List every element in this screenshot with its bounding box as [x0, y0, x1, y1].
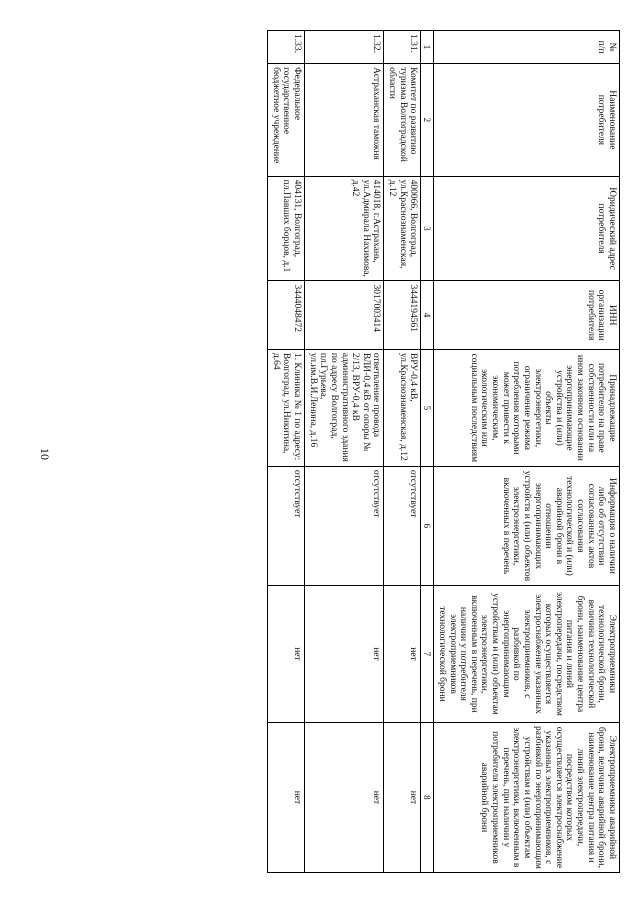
row-number: 1.31. [384, 31, 421, 64]
column-number: 3 [421, 176, 434, 281]
consumer-name: Федеральное государственное бюджетное учреждение [268, 64, 305, 177]
legal-address: 400066, Волгоград, ул.Краснознаменская, д.12 [384, 176, 421, 281]
technological-reserve: нет [268, 586, 305, 723]
header-consumer-name: Наименование потребителя [434, 64, 620, 177]
header-number: № п/п [434, 31, 620, 64]
inn: 3444048472 [268, 281, 305, 349]
header-acts: Информация о наличии либо об отсутствии согласованных актов согласования технологической и (или) аварийной брони в отношении энергопринимающих устройств и (или) объектов электроэнергетики, включенных в перечень [434, 466, 620, 585]
devices: ответвление провода ВЛИ-0,4 кВ от опоры № 2/13, ВРУ-0,4 кВ административного здания по адресу Волгоград, пл.Гурьева, ул.им.В.И.Ленина, д.16 [305, 349, 384, 466]
column-number: 2 [421, 64, 434, 177]
inn: 3444194561 [384, 281, 421, 349]
acts: отсутствует [384, 466, 421, 585]
header-legal-address: Юридический адрес потребителя [434, 176, 620, 281]
header-row [434, 31, 620, 873]
header-devices: Принадлежащие потребителю на праве собственности или на ином законном основании энергопринимающие устройства и (или) объекты электроэнергетики, ограничение режима потребления которыми может привести к экономическим, экологическим или социальным последствиям [434, 349, 620, 466]
header-inn: ИНН организации потребителя [434, 281, 620, 349]
acts: отсутствует [268, 466, 305, 585]
rotated-table-sheet [75, 30, 620, 873]
column-number-row [421, 31, 434, 873]
emergency-reserve: нет [268, 722, 305, 872]
column-number: 4 [421, 281, 434, 349]
consumer-table [267, 30, 620, 873]
column-number: 6 [421, 466, 434, 585]
technological-reserve: нет [305, 586, 384, 723]
acts: отсутствует [305, 466, 384, 585]
technological-reserve: нет [384, 586, 421, 723]
column-number: 5 [421, 349, 434, 466]
emergency-reserve: нет [384, 722, 421, 872]
column-number: 8 [421, 722, 434, 872]
column-number: 7 [421, 586, 434, 723]
devices: ВРУ-0,4 кВ, ул.Краснознаменская, д.12 [384, 349, 421, 466]
emergency-reserve: нет [305, 722, 384, 872]
table-row [268, 31, 305, 873]
legal-address: 404131, Волгоград, пл.Павших борцов, д.1 [268, 176, 305, 281]
devices: 1. Клиника № 1 по адресу: Волгоград, ул.Никитина, д.64 [268, 349, 305, 466]
header-technological-reserve: Электроприемники технологической брони, величина технологической брони, наименование центра питания и линий электропередачи, посредством которых осуществляется электроснабжение указанных электроприемников, с разбивкой по энергопринимающим устройствам и (или) объектам электроэнергетики, включенным в перечень, при наличии у потребителя электроприемников технологической брони [434, 586, 620, 723]
table-row [384, 31, 421, 873]
consumer-name: Комитет по развитию туризма Волгоградской области [384, 64, 421, 177]
table-row [305, 31, 384, 873]
legal-address: 414018, г.Астрахань, ул.Адмирала Нахимова, д.42 [305, 176, 384, 281]
consumer-name: Астраханская таможня [305, 64, 384, 177]
row-number: 1.32. [305, 31, 384, 64]
column-number: 1 [421, 31, 434, 64]
header-emergency-reserve: Электроприемники аварийной брони, величина аварийной брони, наименование центра питания и линий электропередачи, посредством которых осуществляется электроснабжение указанных электроприемников, с разбивкой по энергопринимающим устройствам и (или) объектам электроэнергетики, включенным в перечень, при наличии у потребителя электроприемников аварийной брони [434, 722, 620, 872]
page-number: 10 [38, 448, 52, 460]
inn: 3017003414 [305, 281, 384, 349]
row-number: 1.33. [268, 31, 305, 64]
